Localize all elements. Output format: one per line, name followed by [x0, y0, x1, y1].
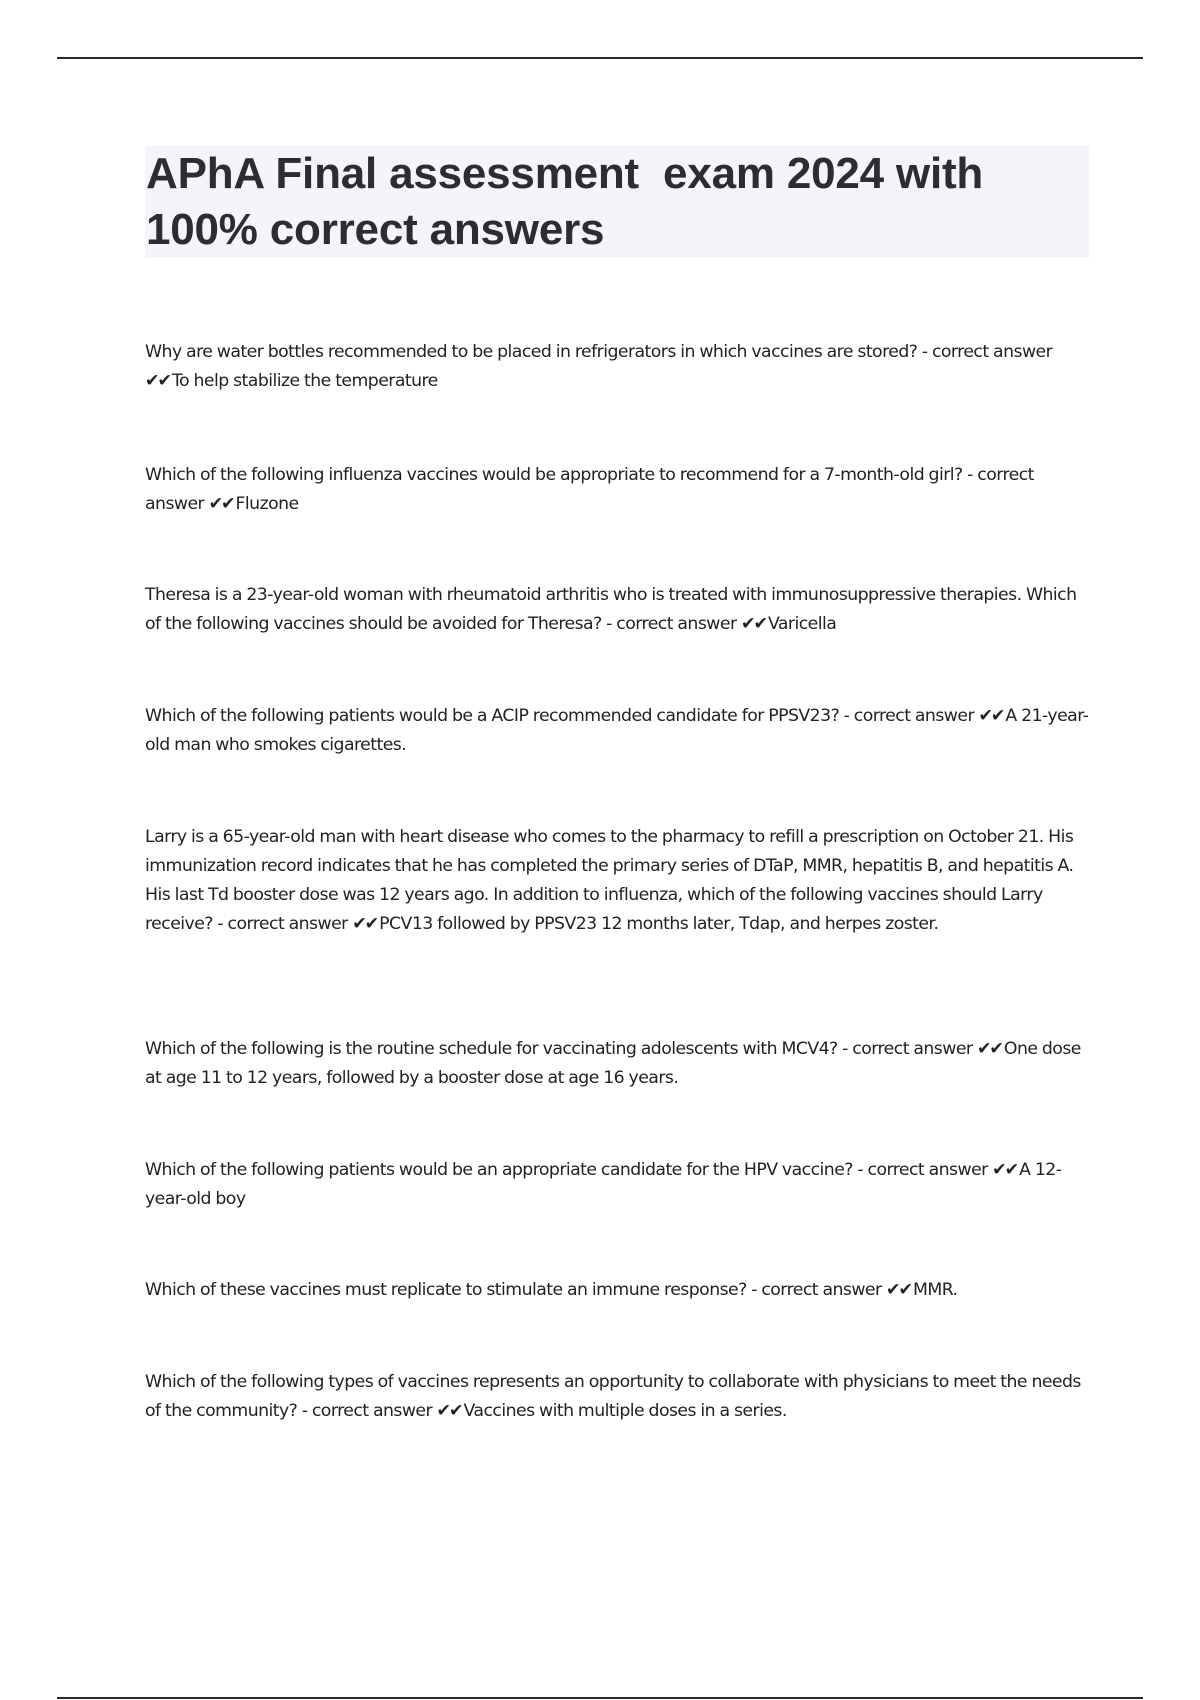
answer-text: A 21-year-old man who smokes cigarettes.	[145, 706, 1089, 755]
double-check-icon: ✔✔	[352, 914, 378, 934]
answer-separator: - correct answer	[212, 914, 353, 934]
answer-separator: - correct answer	[917, 342, 1053, 362]
answer-text: To help stabilize the temperature	[171, 371, 438, 391]
question-text: Which of the following influenza vaccines would be appropriate to recommend for a 7-month-old girl?	[145, 465, 963, 485]
question-text: Theresa is a 23-year-old woman with rheumatoid arthritis who is treated with immunosuppressive therapies. Which of the following vaccines should be avoided for Theresa?	[145, 585, 1077, 634]
answer-separator: - correct answer	[145, 465, 1034, 514]
question-text: Which of the following patients would be a ACIP recommended candidate for PPSV23?	[145, 706, 840, 726]
double-check-icon: ✔✔	[740, 614, 766, 634]
answer-separator: - correct answer	[837, 1039, 977, 1059]
answer-separator: - correct answer	[852, 1160, 993, 1180]
qa-item-9	[145, 1368, 1095, 1426]
qa-item-1	[145, 338, 1095, 396]
qa-item-4	[145, 702, 1095, 760]
double-check-icon: ✔✔	[145, 371, 170, 391]
answer-separator: - correct answer	[746, 1280, 887, 1300]
qa-item-7	[145, 1156, 1095, 1214]
qa-item-8	[145, 1276, 1095, 1305]
answer-text: MMR.	[912, 1280, 958, 1300]
double-check-icon: ✔✔	[886, 1280, 911, 1300]
qa-item-3	[145, 581, 1095, 639]
qa-item-2	[145, 461, 1095, 519]
answer-text: One dose at age 11 to 12 years, followed by a booster dose at age 16 years.	[145, 1039, 1081, 1088]
question-text: Which of these vaccines must replicate to stimulate an immune response?	[145, 1280, 747, 1300]
answer-text: A 12-year-old boy	[145, 1160, 1062, 1209]
question-text: Which of the following is the routine schedule for vaccinating adolescents with MCV4?	[145, 1039, 838, 1059]
answer-separator: - correct answer	[297, 1401, 437, 1421]
double-check-icon: ✔✔	[208, 494, 234, 514]
answer-text: Vaccines with multiple doses in a series.	[463, 1401, 787, 1421]
header-rule	[57, 57, 1143, 59]
answer-text: Fluzone	[235, 494, 299, 514]
qa-item-6	[145, 1035, 1095, 1093]
footer-rule	[57, 1697, 1143, 1699]
answer-text: Varicella	[767, 614, 837, 634]
qa-item-5	[145, 823, 1095, 939]
document-title: APhA Final assessment exam 2024 with 100% correct answers	[146, 149, 996, 254]
double-check-icon: ✔✔	[992, 1160, 1018, 1180]
question-text: Which of the following types of vaccines represents an opportunity to collaborate with physicians to meet the needs of the community?	[145, 1372, 1081, 1421]
question-text: Larry is a 65-year-old man with heart disease who comes to the pharmacy to refill a prescription on October 21. His immunization record indicates that he has completed the primary series of DTaP, MMR, hepatitis B, and hepatitis A. His last Td booster dose was 12 years ago. In addition to influenza, which of the following vaccines should Larry receive?	[145, 827, 1074, 934]
question-text: Which of the following patients would be an appropriate candidate for the HPV vaccine?	[145, 1160, 853, 1180]
double-check-icon: ✔✔	[976, 1039, 1002, 1059]
double-check-icon: ✔✔	[978, 706, 1004, 726]
question-text: Why are water bottles recommended to be placed in refrigerators in which vaccines are stored?	[145, 342, 918, 362]
answer-text: PCV13 followed by PPSV23 12 months later, Tdap, and herpes zoster.	[379, 914, 939, 934]
double-check-icon: ✔✔	[436, 1401, 462, 1421]
answer-separator: - correct answer	[601, 614, 741, 634]
answer-separator: - correct answer	[839, 706, 979, 726]
